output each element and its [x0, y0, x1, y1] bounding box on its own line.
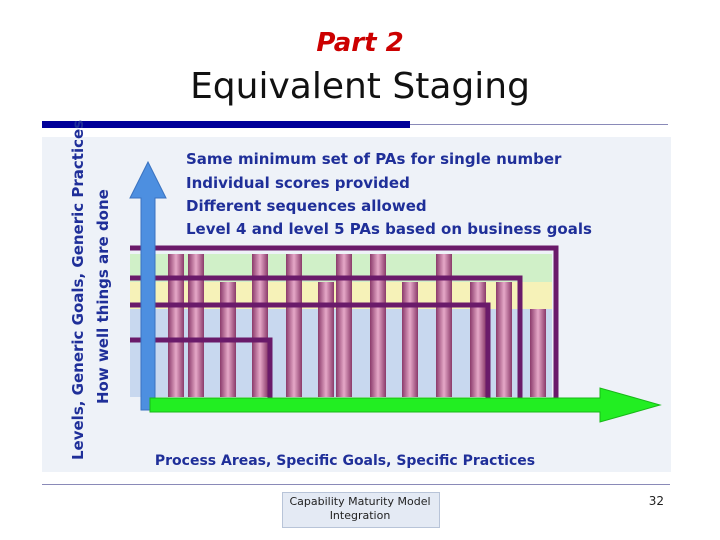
page-number: 32	[648, 494, 664, 508]
part-title: Part 2	[316, 28, 404, 58]
process-area-bar	[252, 254, 268, 397]
process-area-bar	[530, 309, 546, 397]
process-area-bar	[188, 254, 204, 397]
statement-1: Same minimum set of PAs for single number	[186, 150, 562, 168]
slide-title: Equivalent Staging	[190, 66, 530, 107]
process-area-bar	[370, 254, 386, 397]
process-area-bar	[336, 254, 352, 397]
process-area-bar	[318, 282, 334, 397]
x-axis-label: Process Areas, Specific Goals, Specific Practices	[154, 453, 536, 469]
footer-rule	[42, 484, 670, 485]
process-area-bar	[496, 282, 512, 397]
process-area-bar	[168, 254, 184, 397]
footer-text: Capability Maturity Model Integration	[289, 495, 431, 522]
process-area-bar	[286, 254, 302, 397]
process-area-bar	[436, 254, 452, 397]
y-axis-label-line1: Levels, Generic Goals, Generic Practices	[69, 119, 87, 460]
y-axis-label-line2: How well things are done	[94, 189, 112, 404]
statement-2: Individual scores provided	[186, 174, 410, 192]
statement-3: Different sequences allowed	[186, 197, 427, 215]
process-area-bar	[402, 282, 418, 397]
statement-4: Level 4 and level 5 PAs based on business goals	[186, 220, 592, 238]
process-area-bar	[470, 282, 486, 397]
